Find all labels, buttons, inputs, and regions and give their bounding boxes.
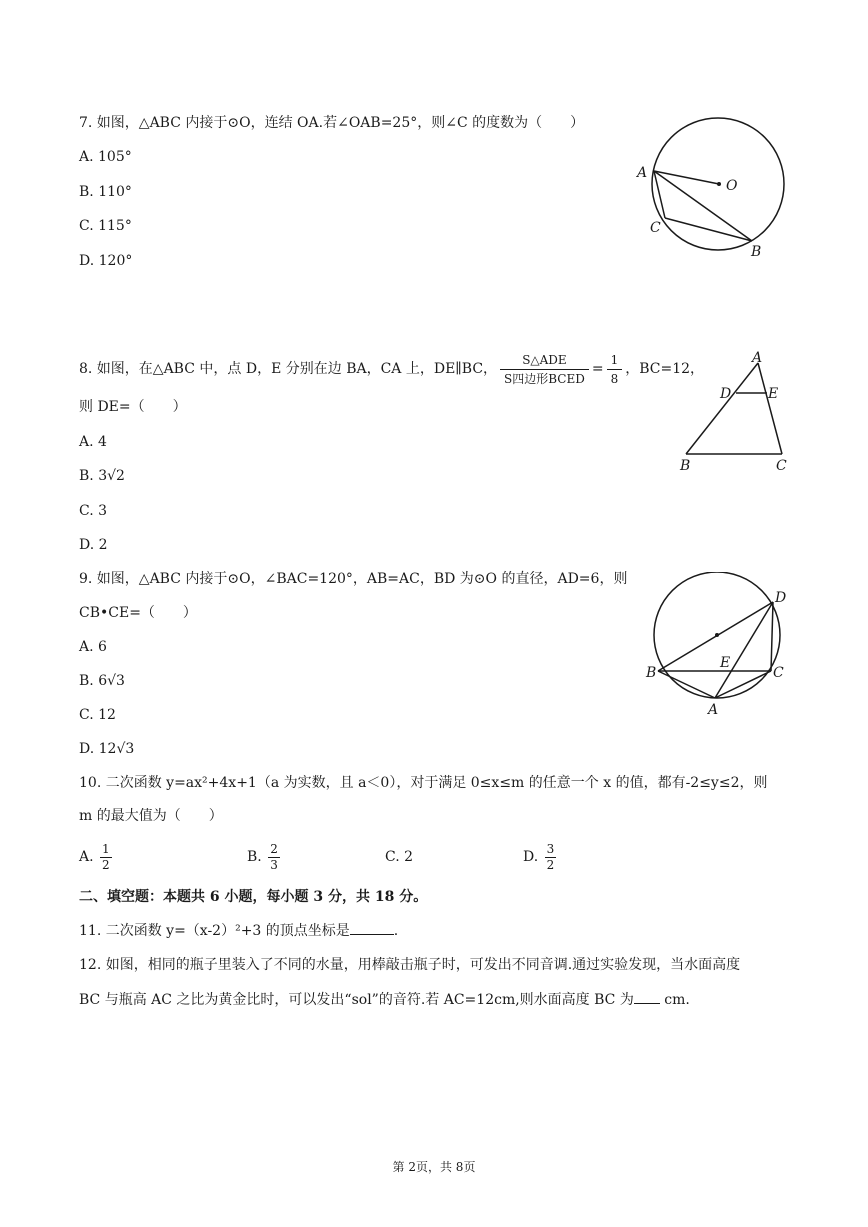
q9-label-d: D [775,590,787,606]
q8-label-d: D [720,386,732,402]
q9-label-b: B [646,665,657,681]
q7-figure [630,108,800,268]
q9-segment-dc [771,602,773,671]
q10-option-b-prefix: B. [247,849,262,865]
q9-stem-line2: CB•CE=（ ） [79,605,197,621]
q9-option-a: A. 6 [79,639,107,655]
q8-option-c: C. 3 [79,503,108,519]
q8-option-d: D. 2 [79,537,108,553]
q8-area-ratio [500,351,589,388]
q10-option-d-num: 3 [546,841,555,856]
q10-option-d-fraction [545,842,557,873]
q11-stem-text: 11. 二次函数 y=（x-2）²+3 的顶点坐标是 [79,923,350,939]
q8-segment-ab [686,363,758,454]
q7-label-a: A [637,165,648,181]
q11-stem [79,920,398,941]
q11-stem-end: . [393,923,399,939]
section-fill-in-title: 二、填空题：本题共 6 小题，每小题 3 分，共 18 分。 [79,889,428,905]
q8-ratio-denominator: S四边形BCED [504,371,585,386]
q8-equals: = [591,361,604,377]
q10-option-a-fraction [100,842,112,873]
q10-option-a-prefix: A. [79,849,94,865]
q9-segment-ba [658,671,715,698]
q8-stem-before: 8. 如图，在△ABC 中，点 D，E 分别在边 BA，CA 上，DE∥BC， [79,361,498,377]
q9-stem: 9. 如图，△ABC 内接于⊙O，∠BAC=120°，AB=AC，BD 为⊙O 的直径，AD=6，则 [79,571,628,587]
q10-option-b-den: 3 [270,857,278,872]
q8-ratio-value [607,351,623,388]
q8-segment-ac [758,363,782,454]
q8-ratio-numerator: S△ADE [500,351,589,370]
q7-segment-cb [665,218,752,241]
q10-option-d-den: 2 [546,857,555,872]
q10-option-d [523,840,558,874]
q8-value-numerator: 1 [607,351,623,370]
q9-center-dot [715,633,719,637]
q7-option-c: C. 115° [79,218,132,234]
q10-option-d-prefix: D. [523,849,539,865]
q10-option-c: C. 2 [385,849,414,865]
q8-stem-after: ，BC=12， [625,361,705,377]
q10-option-a-den: 2 [102,857,110,872]
q10-option-a [79,840,114,874]
q8-label-a: A [752,350,763,366]
q8-figure [672,350,802,475]
q10-option-a-num: 1 [102,841,110,856]
q12-line2 [79,989,690,1010]
q9-label-a: A [708,702,719,718]
page-footer: 第 2页，共 8页 [392,1160,476,1174]
q7-stem: 7. 如图，△ABC 内接于⊙O，连结 OA.若∠OAB=25°，则∠C 的度数为（ ） [79,115,585,131]
q9-label-c: C [773,665,784,681]
q8-label-b: B [680,458,691,474]
q10-option-b-fraction [268,842,280,873]
q7-center-dot [717,182,721,186]
q10-stem: 10. 二次函数 y=ax²+4x+1（a 为实数，且 a＜0），对于满足 0≤x≤m 的任意一个 x 的值，都有-2≤y≤2，则 [79,775,768,791]
q9-segment-bd [658,602,773,671]
q7-label-c: C [650,220,661,236]
q7-option-d: D. 120° [79,253,133,269]
q7-label-b: B [751,244,762,260]
q9-label-e: E [720,655,731,671]
q9-option-b: B. 6√3 [79,673,125,689]
q7-option-a: A. 105° [79,149,132,165]
q8-stem [79,349,704,389]
q8-label-c: C [776,458,787,474]
q10-stem-line2: m 的最大值为（ ） [79,808,223,824]
q10-option-b-num: 2 [270,841,278,856]
q8-value-denominator: 8 [610,371,619,386]
q12-line1: 12. 如图，相同的瓶子里装入了不同的水量，用棒敲击瓶子时，可发出不同音调.通过实验发现，当水面高度 [79,957,741,973]
q9-option-c: C. 12 [79,707,116,723]
q10-option-b [247,840,282,874]
q12-line2-text: BC 与瓶高 AC 之比为黄金比时，可以发出“sol”的音符.若 AC=12cm,则水面高度 BC 为 [79,992,634,1008]
q8-label-e: E [768,386,779,402]
q11-answer-blank[interactable] [350,920,394,935]
q7-option-b: B. 110° [79,184,132,200]
q7-label-o: O [726,178,738,194]
q12-answer-blank[interactable] [634,989,660,1004]
q8-option-b: B. 3√2 [79,468,125,484]
q9-option-d: D. 12√3 [79,741,135,757]
q8-stem-line2: 则 DE=（ ） [79,399,187,415]
q8-option-a: A. 4 [79,434,107,450]
q9-figure [640,572,800,722]
q12-line2-end: cm. [659,992,690,1008]
